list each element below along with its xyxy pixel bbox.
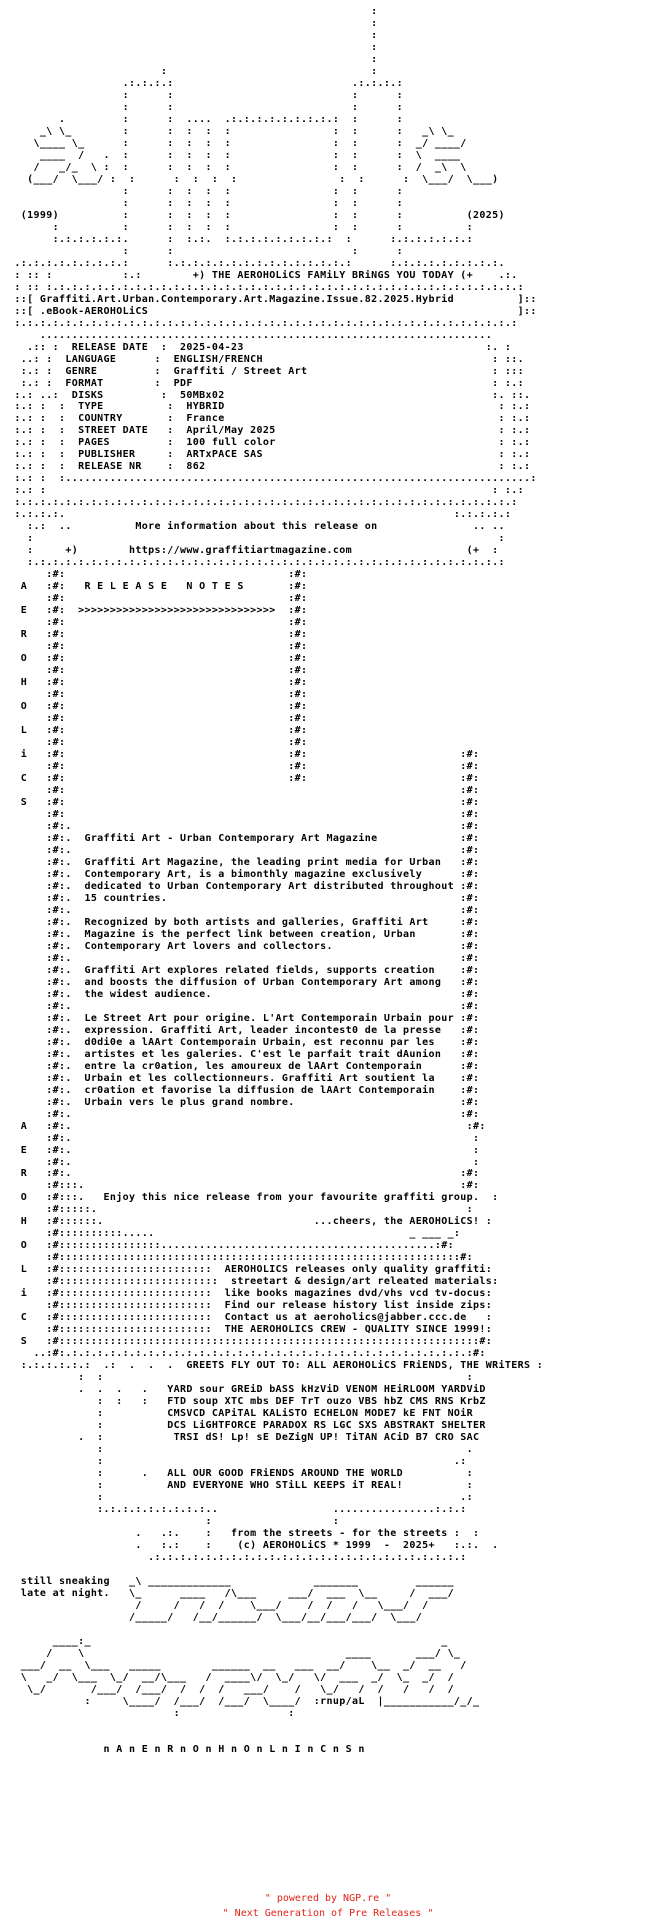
footer-powered-by-link[interactable]: " powered by NGP.re " [264,1893,392,1904]
nfo-ascii-art-text: : : : : : : : .:.:.:.: .:.:.:.: : : : : : : : : . : : .... .:.:.:.:.:.:.:.:.: : : _\ \_ : : : : : : : : _\ \_ \____ \_ : : : : : : : : _/ ____/ ____ / . : : : : : : : : \ ____ / _/_ \ : : : : : : : : : / _\ \ (___/ \___/ : : : : : : : : : \___/ \___) : : : : : : : : : : : : : : : : (1999) : : : : : : : : (2025) : : : : : : : : : : :.:.:.:.:.:. : :.:. :.:.:.:.:.:.:.:.: : :.:.:.:.:.:.: : : : : .:.:.:.:.:.:.:.:.: :.:.:.:.:.:.:.:.:.:.:.:.:.:.: :.:.:.:.:.:.:.:.:. : :: : :.: +) THE AEROHOLiCS FAMiLY BRiNGS YOU TODAY (+ .:. : :: :.:.:.:.:.:.:.:.:.:.:.:.:.:.:.:.:.:.:.:.:.:.:.:.:.:.:.:.:.:.:.:.:.:.:.:.:.: ::[ Graffiti.Art.Urban.Contemporary.Art.Magazine.Issue.82.2025.Hybrid ]:: ::[ .eBook-AEROHOLiCS ]:: :.:.:.:.:.:.:.:.:.:.:.:.:.:.:.:.:.:.:.:.:.:.:.:.:.:.:.:.:.:.:.:.:.:.:.:.:.:.:.: ....................................................................... .:: : RELEASE DATE : 2025-04-23 :. : ..: : LANGUAGE : ENGLISH/FRENCH : ::. :.: : GENRE : Graffiti / Street Art : ::: :.: : FORMAT : PDF : :.: :.: ..: DISKS : 50MBx02 :. ::. :.: : : TYPE : HYBRID : :.: :.: : : COUNTRY : France : :.: :.: : : STREET DATE : April/May 2025 : :.: :.: : : PAGES : 100 full color : :.: :.: : : PUBLISHER : ARTxPACE SAS : :.: :.: : : RELEASE NR : 862 : :.: :.: : :.........................................................................: :.: : : :.: :.:.:.:.:.:.:.:.:.:.:.:.:.:.:.:.:.:.:.:.:.:.:.:.:.:.:.:.:.:.:.:.:.:.:.:.:.:.:.: :.:.:.:. :.:.:.:.: :.: .. More information about this release on .. .. : : : +) https://www.graffitiartmagazine.com (+ : :.:.:.:.:.:.:.:.:.:.:.:.:.:.:.:.:.:.:.:.:.:.:.:.:.:.:.:.:.:.:.:.:.:.:.:.:.: :#: :#: A :#: R E L E A S E N O T E S :#: :#: :#: E :#: >>>>>>>>>>>>>>>>>>>>>>>>>>>>>>> :#: :#: :#: R :#: :#: :#: :#: O :#: :#: :#: :#: H :#: :#: :#: :#: O :#: :#: :#: :#: L :#: :#: :#: :#: i :#: :#: :#: :#: :#: :#: C :#: :#: :#: :#: :#: S :#: :#: :#: :#: :#:. :#: :#:. Graffiti Art - Urban Contemporary Art Magazine :#: :#:. :#: :#:. Graffiti Art Magazine, the leading print media for Urban :#: :#:. Contemporary Art, is a bimonthly magazine exclusively :#: :#:. dedicated to Urban Contemporary Art distributed throughout :#: :#:. 15 countries. :#: :#:. :#: :#:. Recognized by both artists and galleries, Graffiti Art :#: :#:. Magazine is the perfect link between creation, Urban :#: :#:. Contemporary Art lovers and collectors. :#: :#:. :#: :#:. Graffiti Art explores related fields, supports creation :#: :#:. and boosts the diffusion of Urban Contemporary Art among :#: :#:. the widest audience. :#: :#:. :#: :#:. Le Street Art pour origine. L'Art Contemporain Urbain pour :#: :#:. expression. Graffiti Art, leader incontest0 de la presse :#: :#:. d0di0e a lAArt Contemporain Urbain, est reconnu par les :#: :#:. artistes et les galeries. C'est le parfait trait dAunion :#: :#:. entre la cr0ation, les amoureux de lAArt Contemporain :#: :#:. Urbain et les collectionneurs. Graffiti Art soutient la :#: :#:. cr0ation et favorise la diffusion de lAArt Contemporain :#: :#:. Urbain vers le plus grand nombre. :#: :#:. :#: A :#:. :#: :#:. : E :#:. : :#:. : R :#:. :#: :#:::. :#: O :#:::. Enjoy this nice release from your favourite graffiti group. : :#:::::. : H :#::::::. ...cheers, the AEROHOLiCS! : :#::::::::::..... _ ___ _: O :#::::::::::::::::...........................................:#: :#:::::::::::::::::::::::::::::::::::::::::::::::::::::::::::::::#: L :#:::::::::::::::::::::::: AEROHOLICS releases only quality graffiti: :#::::::::::::::::::::::::: streetart & design/art releated materials: i :#:::::::::::::::::::::::: like books magazines dvd/vhs vcd tv-docus: :#:::::::::::::::::::::::: Find our release history list inside zips: C :#:::::::::::::::::::::::: Contact us at aeroholics@jabber.ccc.de : :#:::::::::::::::::::::::: THE AEROHOLICS CREW - QUALITY SINCE 1999!: S :#::::::::::::::::::::::::::::::::::::::::::::::::::::::::::::::::::#: ..:#:.:.:.:.:.:.:.:.:.:.:.:.:.:.:.:.:.:.:.:.:.:.:.:.:.:.:.:.:.:.:.:.:#: :.:.:.:.:.: .: . . . GREETS FLY OUT TO: ALL AEROHOLiCS FRiENDS, THE WRiTERS : : : : . . . . YARD sour GREiD bASS kHzViD VENOM HEiRLOOM YARDViD : : : FTD soup XTC mbs DEF TrT ouzo VBS hbZ CMS RNS KrbZ : CMSVCD CAPiTAL KALiSTO ECHELON MODE7 kE FNT NOiR : DCS LiGHTFORCE PARADOX RS LGC SXS ABSTRAKT SHELTER . : TRSI dS! Lp! sE DeZigN UP! TiTAN ACiD B7 CRO SAC : . : .: : . ALL OUR GOOD FRiENDS AROUND THE WORLD : : AND EVERYONE WHO STiLL KEEPS iT REAL! : : .: :.:.:.:.:.:.:.:.:.. ................:.:.: : : . .:. : from the streets - for the streets : : . :.: : (c) AEROHOLiCS * 1999 - 2025+ :.:. . .:.:.:.:.:.:.:.:.:.:.:.:.:.:.:.:.:.:.:.:.:.:.:.:.: still sneaking _\ _____________ _______ ______ late at night. \_ ____ /\___ ___/ ___ \__ / ___/ / / / / \___/ / / / \___/ / /_____/ /__/______/ \___/__/___/___/ \___/ ____:_ _ / \ ____ ___/ \_ ___/ __ \___ _____ ______ __ ___ __/ \__ _/ __ / \ _/ \___ \_/ __/\___ / ____\/ \_/ \/ ___ _/ \_ _/ / \_/ /___/ /___/ / / / ___/ / \_/ / / / / / : \____/ /___/ /___/ \____/ :rnup/aL |___________/_/_ : : n A n E n R n O n H n O n L n I n C n S n [14,6,544,1755]
footer-powered-by [0,1893,656,1904]
footer-tagline: " Next Generation of Pre Releases " [222,1908,434,1919]
